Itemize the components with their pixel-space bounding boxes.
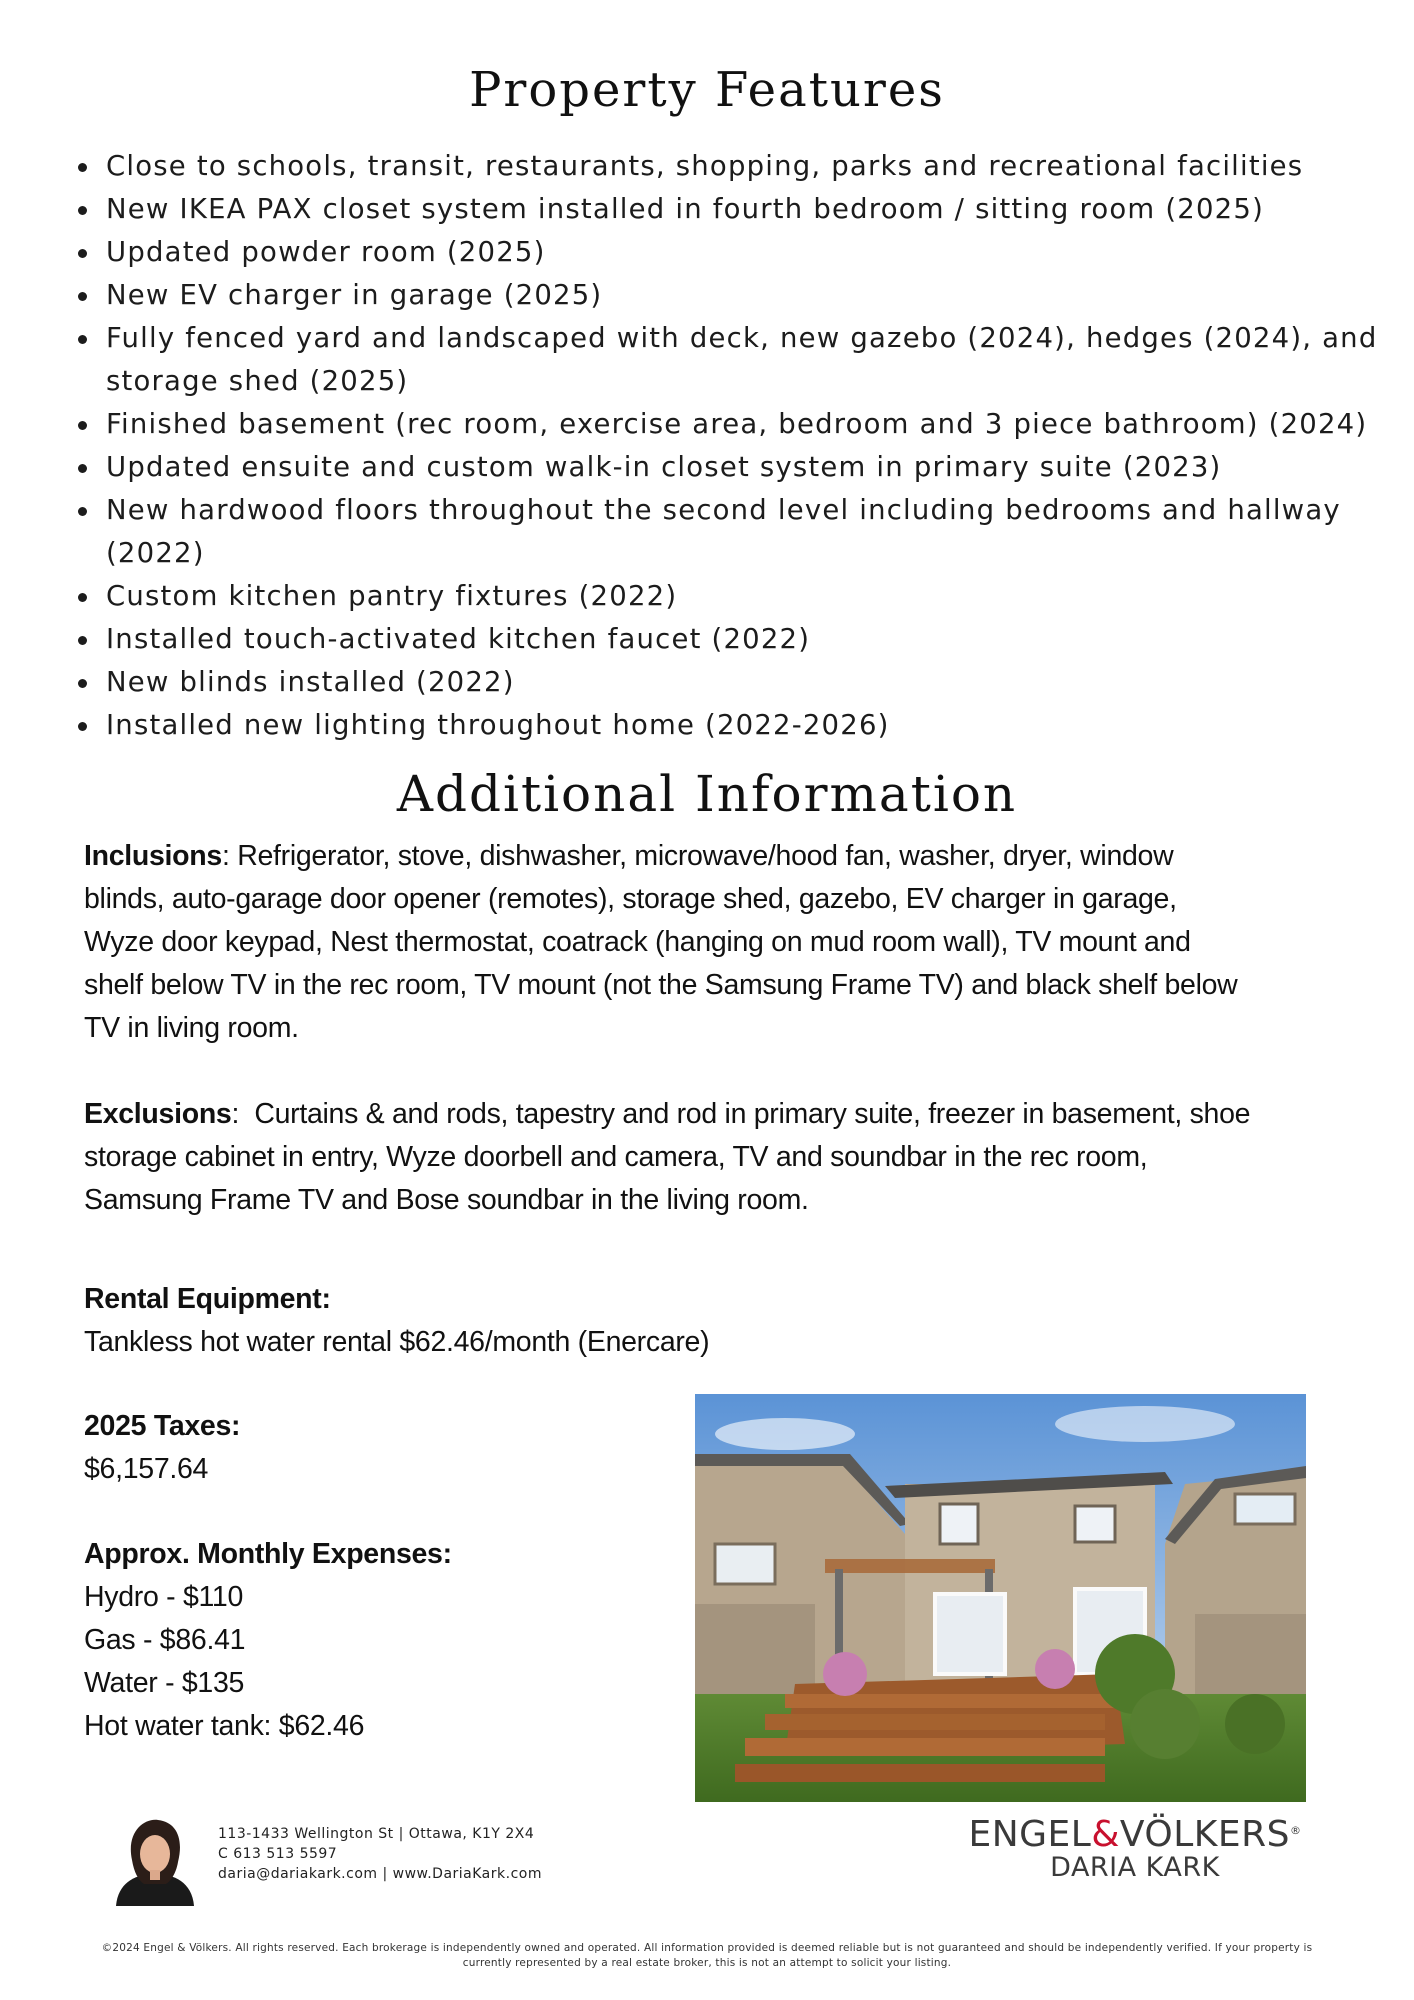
registered-mark: ® bbox=[1290, 1824, 1302, 1837]
brand-name-part2: VÖLKERS bbox=[1119, 1814, 1291, 1855]
feature-item-text: New hardwood floors throughout the second level including bedrooms and hallway bbox=[106, 494, 1341, 526]
feature-item bbox=[78, 145, 1378, 188]
rental-equipment-label: Rental Equipment: bbox=[84, 1283, 331, 1315]
feature-item-text: Updated powder room (2025) bbox=[106, 236, 546, 268]
agent-headshot bbox=[108, 1812, 202, 1906]
inclusions-label: Inclusions bbox=[84, 840, 222, 872]
inclusions-line bbox=[84, 835, 1324, 878]
inclusions-line: blinds, auto-garage door opener (remotes), storage shed, gazebo, EV charger in garage, bbox=[84, 883, 1177, 915]
feature-item-text: Close to schools, transit, restaurants, shopping, parks and recreational facilities bbox=[106, 150, 1304, 182]
backyard-deck-photo bbox=[695, 1394, 1306, 1802]
feature-item bbox=[78, 274, 1378, 317]
expense-item: Gas - $86.41 bbox=[84, 1624, 246, 1656]
agent-address: 113-1433 Wellington St | Ottawa, K1Y 2X4 bbox=[218, 1826, 535, 1842]
exclusions-line: Samsung Frame TV and Bose soundbar in the living room. bbox=[84, 1184, 809, 1216]
feature-item bbox=[78, 231, 1378, 274]
feature-item-text: Installed new lighting throughout home (2022-2026) bbox=[106, 709, 890, 741]
feature-item-text: Fully fenced yard and landscaped with deck, new gazebo (2024), hedges (2024), and bbox=[106, 322, 1378, 354]
brand-ampersand: & bbox=[1091, 1814, 1120, 1855]
brokerage-logo bbox=[960, 1814, 1310, 1883]
feature-item-text: New blinds installed (2022) bbox=[106, 666, 515, 698]
feature-item bbox=[78, 446, 1378, 489]
feature-item-text: New EV charger in garage (2025) bbox=[106, 279, 603, 311]
feature-item-text: Updated ensuite and custom walk-in closet system in primary suite (2023) bbox=[106, 451, 1222, 483]
brand-agent-name: DARIA KARK bbox=[1050, 1852, 1220, 1883]
exclusions-paragraph bbox=[84, 1093, 1324, 1222]
brand-name-part1: ENGEL bbox=[968, 1814, 1092, 1855]
rental-equipment-block bbox=[84, 1278, 1324, 1364]
feature-item-text: Installed touch-activated kitchen faucet (2022) bbox=[106, 623, 811, 655]
inclusions-line: Wyze door keypad, Nest thermostat, coatrack (hanging on mud room wall), TV mount and bbox=[84, 926, 1191, 958]
expense-item: Hot water tank: $62.46 bbox=[84, 1710, 365, 1742]
inclusions-paragraph bbox=[84, 835, 1324, 1050]
agent-contact-block bbox=[218, 1824, 542, 1884]
property-features-list bbox=[78, 145, 1378, 747]
expense-item: Water - $135 bbox=[84, 1667, 245, 1699]
taxes-value: $6,157.64 bbox=[84, 1453, 209, 1485]
disclaimer-line: currently represented by a real estate broker, this is not an attempt to solicit your listing. bbox=[462, 1957, 952, 1969]
feature-item bbox=[78, 661, 1378, 704]
additional-information-title: Additional Information bbox=[396, 765, 1018, 823]
feature-item-text: Custom kitchen pantry fixtures (2022) bbox=[106, 580, 678, 612]
monthly-expenses-label: Approx. Monthly Expenses: bbox=[84, 1538, 452, 1570]
disclaimer-line: ©2024 Engel & Völkers. All rights reserved. Each brokerage is independently owned and operated. All information provided is deemed reliable but is not guaranteed and should be independently verified. If your property is bbox=[101, 1942, 1313, 1954]
exclusions-text: : Curtains & and rods, tapestry and rod in primary suite, freezer in basement, shoe bbox=[231, 1098, 1251, 1130]
agent-phone: C 613 513 5597 bbox=[218, 1846, 338, 1862]
feature-item-text: New IKEA PAX closet system installed in fourth bedroom / sitting room (2025) bbox=[106, 193, 1265, 225]
feature-item-text: storage shed (2025) bbox=[106, 365, 409, 397]
feature-item bbox=[78, 403, 1378, 446]
exclusions-line bbox=[84, 1093, 1324, 1136]
feature-item bbox=[78, 317, 1378, 403]
exclusions-label: Exclusions bbox=[84, 1098, 232, 1130]
feature-item bbox=[78, 489, 1378, 575]
legal-disclaimer bbox=[70, 1941, 1344, 1971]
feature-item bbox=[78, 188, 1378, 231]
rental-equipment-value: Tankless hot water rental $62.46/month (Enercare) bbox=[84, 1326, 710, 1358]
feature-item-text: (2022) bbox=[106, 537, 205, 569]
inclusions-line: shelf below TV in the rec room, TV mount (not the Samsung Frame TV) and black shelf below bbox=[84, 969, 1238, 1001]
agent-email-website: daria@dariakark.com | www.DariaKark.com bbox=[218, 1866, 542, 1882]
inclusions-text: : Refrigerator, stove, dishwasher, microwave/hood fan, washer, dryer, window bbox=[221, 840, 1174, 872]
taxes-label: 2025 Taxes: bbox=[84, 1410, 241, 1442]
expense-item: Hydro - $110 bbox=[84, 1581, 244, 1613]
feature-item bbox=[78, 704, 1378, 747]
feature-item-text: Finished basement (rec room, exercise area, bedroom and 3 piece bathroom) (2024) bbox=[106, 408, 1368, 440]
inclusions-line: TV in living room. bbox=[84, 1012, 299, 1044]
feature-item bbox=[78, 618, 1378, 661]
brokerage-name bbox=[960, 1814, 1310, 1855]
feature-item bbox=[78, 575, 1378, 618]
property-features-title: Property Features bbox=[469, 62, 945, 118]
exclusions-line: storage cabinet in entry, Wyze doorbell and camera, TV and soundbar in the rec room, bbox=[84, 1141, 1148, 1173]
